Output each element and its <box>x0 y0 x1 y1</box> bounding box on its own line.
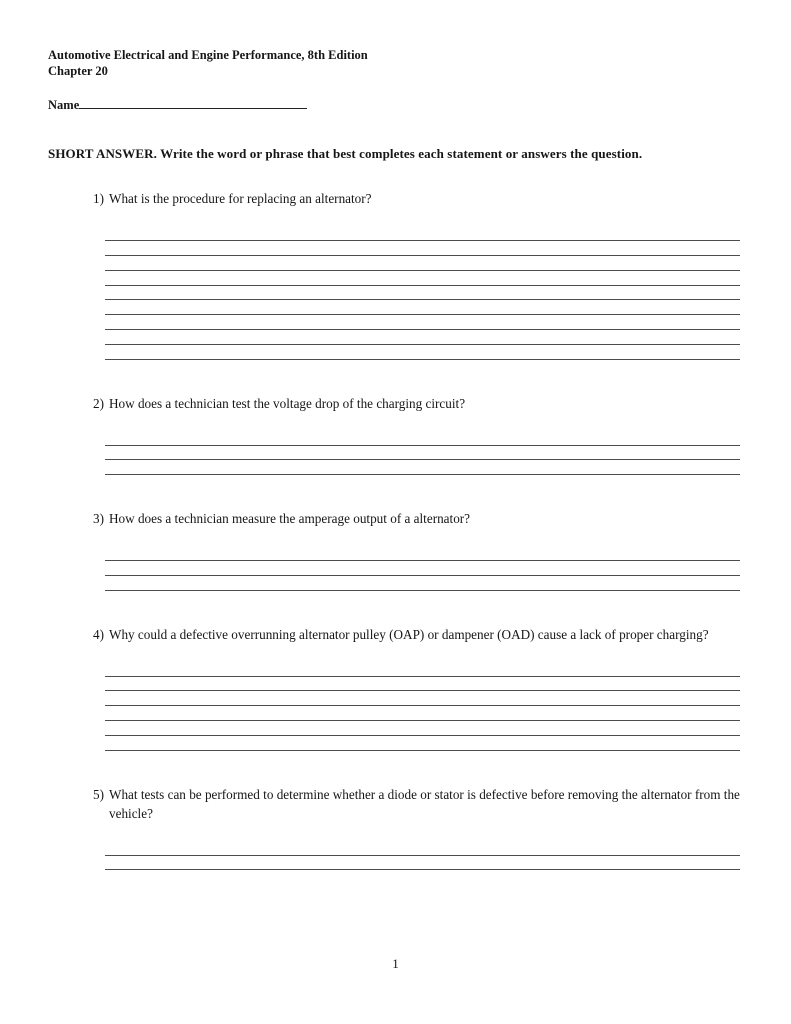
question-text: How does a technician test the voltage drop of the charging circuit? <box>109 395 466 411</box>
question-text: How does a technician measure the amperage output of a alternator? <box>109 511 471 527</box>
answer-line <box>105 315 740 330</box>
question-number: 4) <box>93 626 104 642</box>
question-row <box>90 785 743 823</box>
question-block <box>90 394 743 476</box>
answer-line <box>105 330 740 345</box>
answer-line <box>105 736 740 751</box>
answer-line <box>105 460 740 475</box>
answer-line <box>105 256 740 271</box>
answer-lines <box>105 841 740 871</box>
question-row <box>90 625 743 644</box>
answer-line <box>105 431 740 446</box>
answer-line <box>105 691 740 706</box>
question-block <box>90 189 743 359</box>
answer-line <box>105 721 740 736</box>
question-number: 2) <box>93 395 104 411</box>
answer-line <box>105 300 740 315</box>
question-number: 5) <box>93 786 104 802</box>
answer-lines <box>105 431 740 475</box>
question-block <box>90 625 743 751</box>
questions-list <box>90 189 743 870</box>
question-number: 3) <box>93 511 104 527</box>
answer-lines <box>105 662 740 751</box>
answer-line <box>105 226 740 241</box>
name-blank-line <box>79 96 307 109</box>
question-row <box>90 189 743 208</box>
answer-line <box>105 662 740 677</box>
book-title: Automotive Electrical and Engine Performance, 8th Edition <box>48 48 368 62</box>
question-row <box>90 509 743 528</box>
answer-lines <box>105 546 740 590</box>
page-number: 1 <box>392 956 399 971</box>
answer-line <box>105 576 740 591</box>
answer-line <box>105 706 740 721</box>
answer-line <box>105 241 740 256</box>
answer-line <box>105 856 740 871</box>
name-row <box>48 96 743 113</box>
instructions-text: SHORT ANSWER. Write the word or phrase that best completes each statement or answers the question. <box>48 146 643 162</box>
answer-line <box>105 677 740 692</box>
name-label: Name <box>48 98 80 113</box>
answer-lines <box>105 226 740 359</box>
answer-line <box>105 841 740 856</box>
answer-line <box>105 561 740 576</box>
question-text: What tests can be performed to determine whether a diode or stator is defective before removing the alternator from the vehicle? <box>109 786 740 821</box>
question-number: 1) <box>93 191 104 207</box>
answer-line <box>105 271 740 286</box>
chapter-label: Chapter 20 <box>48 63 108 78</box>
question-block <box>90 509 743 591</box>
question-text: What is the procedure for replacing an alternator? <box>109 191 372 207</box>
question-row <box>90 394 743 413</box>
answer-line <box>105 345 740 360</box>
answer-line <box>105 286 740 301</box>
document-header <box>48 48 743 79</box>
question-block <box>90 785 743 871</box>
answer-line <box>105 546 740 561</box>
answer-line <box>105 446 740 461</box>
question-text: Why could a defective overrunning alternator pulley (OAP) or dampener (OAD) cause a lack of proper charging? <box>109 626 709 642</box>
